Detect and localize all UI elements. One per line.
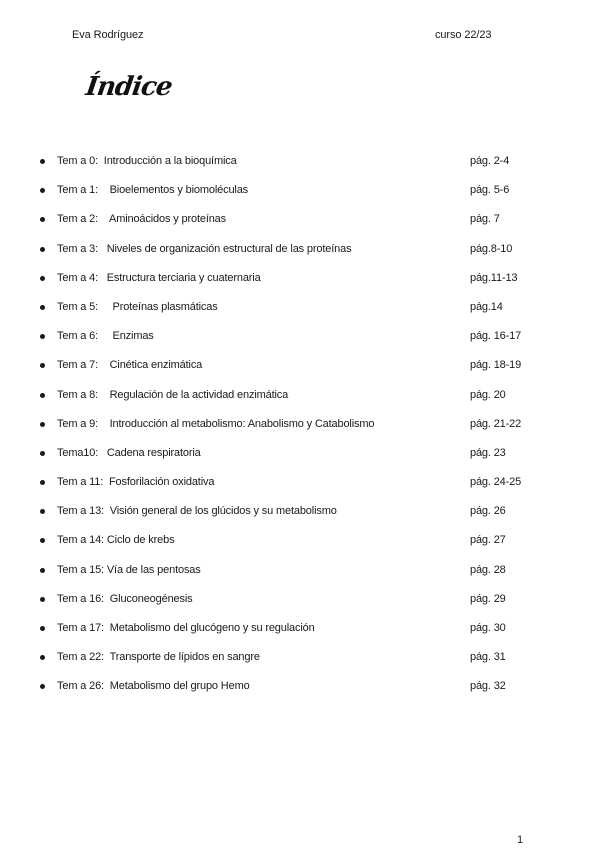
- bullet-icon: [40, 451, 45, 456]
- page-number: 1: [517, 834, 524, 846]
- bullet-icon: [40, 247, 45, 252]
- toc-page: pág.8-10: [470, 242, 513, 255]
- toc-topic: Tem a 16: Gluconeogénesis: [57, 592, 193, 605]
- bullet-icon: [40, 655, 45, 660]
- toc-page: pág. 31: [470, 651, 506, 664]
- bullet-icon: [40, 597, 45, 602]
- bullet-icon: [40, 188, 45, 193]
- toc-topic: Tem a 1: Bioelementos y biomoléculas: [57, 184, 249, 197]
- toc-topic: Tem a 5: Proteínas plasmáticas: [57, 300, 218, 313]
- bullet-icon: [40, 509, 45, 514]
- toc-item: [0, 417, 600, 446]
- toc-item: [0, 621, 600, 650]
- toc-topic: Tem a 7: Cinética enzimática: [57, 359, 203, 372]
- toc-page: pág.14: [470, 300, 503, 313]
- toc-item: [0, 475, 600, 504]
- bullet-icon: [40, 217, 45, 222]
- bullet-icon: [40, 568, 45, 573]
- toc-page: pág. 30: [470, 622, 506, 634]
- toc-item: [0, 504, 600, 533]
- toc-item: [0, 300, 600, 329]
- toc-item: [0, 446, 600, 475]
- toc-topic: Tem a 8: Regulación de la actividad enzimática: [57, 388, 289, 401]
- toc-page: pág. 29: [470, 592, 506, 605]
- page-title: Índice: [83, 72, 174, 102]
- toc-topic: Tem a 3: Niveles de organización estructural de las proteínas: [57, 242, 352, 255]
- bullet-icon: [40, 393, 45, 398]
- toc-item: [0, 271, 600, 300]
- toc-topic: Tem a 2: Aminoácidos y proteínas: [57, 213, 227, 226]
- bullet-icon: [40, 684, 45, 689]
- bullet-icon: [40, 363, 45, 368]
- toc-item: [0, 650, 600, 679]
- course-label: curso 22/23: [435, 29, 492, 41]
- toc-item: [0, 533, 600, 562]
- toc-item: [0, 183, 600, 212]
- bullet-icon: [40, 626, 45, 631]
- toc-page: pág. 18-19: [470, 359, 522, 372]
- toc-page: pág. 21-22: [470, 417, 522, 430]
- toc-topic: Tem a 0: Introducción a la bioquímica: [57, 155, 237, 167]
- toc-topic: Tem a 11: Fosforilación oxidativa: [57, 476, 215, 489]
- bullet-icon: [40, 422, 45, 427]
- toc-page: pág. 2-4: [470, 155, 510, 167]
- toc-topic: Tem a 22: Transporte de lípidos en sangre: [57, 651, 260, 664]
- toc-page: pág. 28: [470, 563, 506, 576]
- author-name: Eva Rodríguez: [72, 29, 144, 41]
- toc-topic: Tem a 14: Ciclo de krebs: [57, 534, 175, 547]
- bullet-icon: [40, 305, 45, 310]
- toc-page: pág. 23: [470, 446, 506, 459]
- toc-page: pág. 26: [470, 505, 506, 518]
- toc-page: pág. 32: [470, 680, 506, 693]
- toc-topic: Tem a 17: Metabolismo del glucógeno y su regulación: [57, 622, 315, 634]
- toc-item: [0, 242, 600, 271]
- toc-item: [0, 329, 600, 358]
- toc-topic: Tem a 15: Vía de las pentosas: [57, 563, 201, 576]
- bullet-icon: [40, 159, 45, 164]
- toc-item: [0, 388, 600, 417]
- toc-item: [0, 679, 600, 708]
- toc-page: pág. 27: [470, 534, 506, 547]
- toc-topic: Tem a 13: Visión general de los glúcidos y su metabolismo: [57, 505, 337, 518]
- bullet-icon: [40, 334, 45, 339]
- toc-topic: Tem a 4: Estructura terciaria y cuaternaria: [57, 271, 261, 284]
- toc-page: pág. 16-17: [470, 330, 522, 343]
- toc-topic: Tem a 26: Metabolismo del grupo Hemo: [57, 680, 250, 693]
- toc-item: [0, 358, 600, 387]
- toc-item: [0, 592, 600, 621]
- toc-item: [0, 212, 600, 241]
- bullet-icon: [40, 538, 45, 543]
- toc-page: pág. 24-25: [470, 476, 522, 489]
- toc-topic: Tem a 6: Enzimas: [57, 330, 154, 343]
- table-of-contents: [0, 154, 600, 709]
- toc-topic: Tema10: Cadena respiratoria: [57, 446, 201, 459]
- toc-page: pág. 20: [470, 388, 506, 401]
- toc-item: [0, 563, 600, 592]
- toc-page: pág. 7: [470, 213, 500, 226]
- toc-topic: Tem a 9: Introducción al metabolismo: Anabolismo y Catabolismo: [57, 417, 375, 430]
- toc-page: pág. 5-6: [470, 184, 510, 197]
- toc-page: pág.11-13: [470, 271, 518, 284]
- bullet-icon: [40, 276, 45, 281]
- bullet-icon: [40, 480, 45, 485]
- toc-item: [0, 154, 600, 183]
